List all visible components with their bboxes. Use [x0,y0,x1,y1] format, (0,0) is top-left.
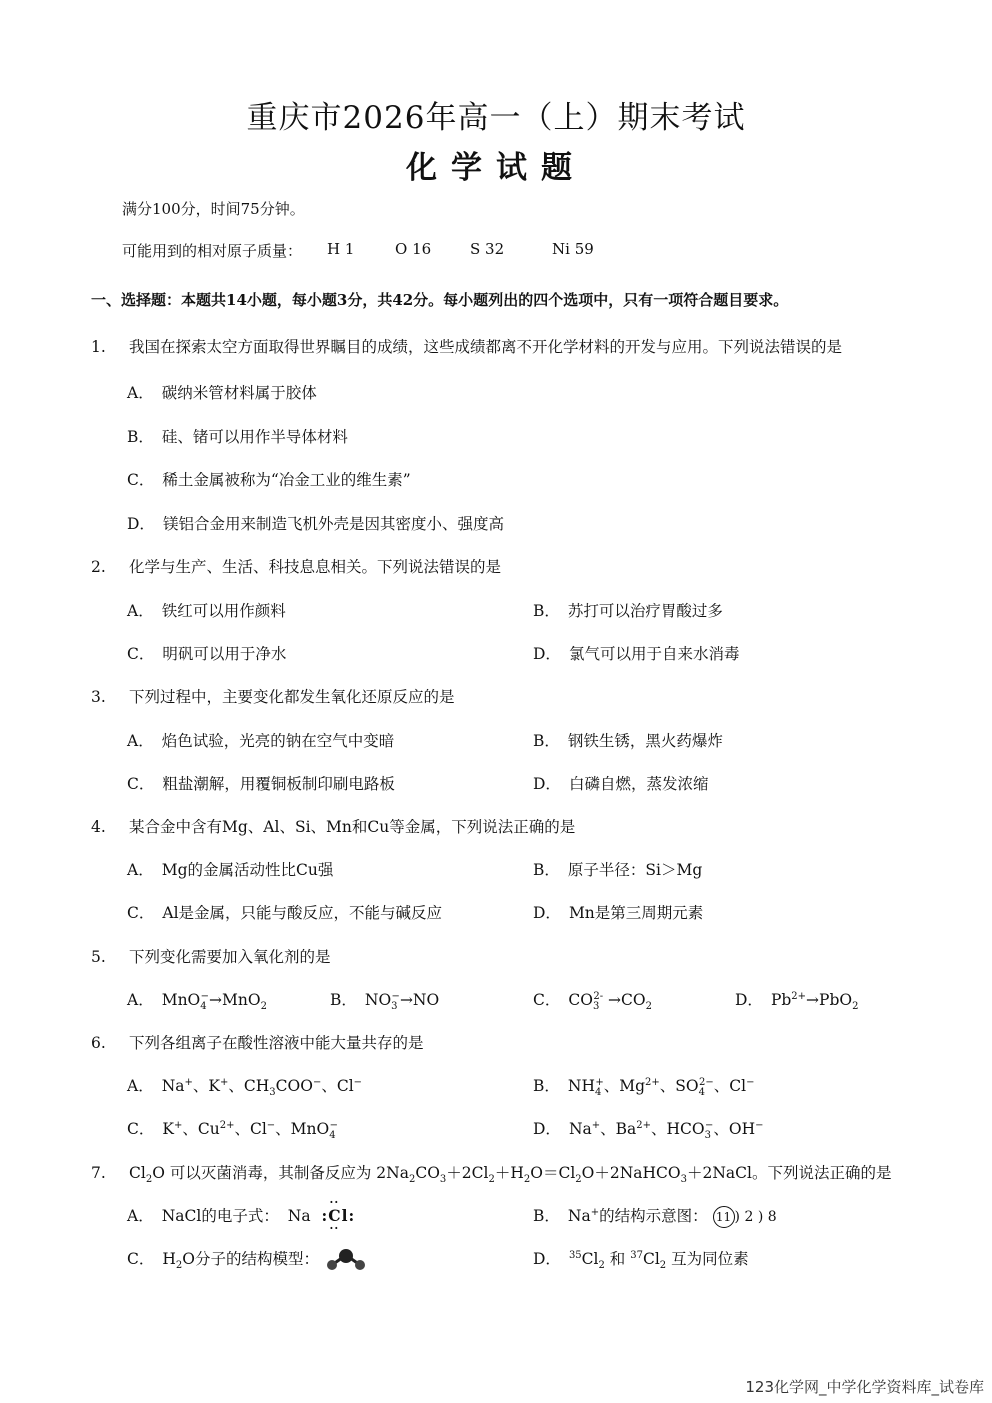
q5-option-c: C． $CO_3^{2-} \to CO_2$ [533,990,652,1013]
q3-option-d: D． 白磷自燃，蒸发浓缩 [533,775,709,793]
q3-option-c: C． 粗盐潮解，用覆铜板制印刷电路板 [127,775,395,793]
question-6: 6. 下列各组离子在酸性溶液中能大量共存的是 [91,1034,424,1052]
q1-option-d: D． 镁铝合金用来制造飞机外壳是因其密度小、强度高 [127,515,504,533]
question-7: 7. $Cl_2O$ 可以灭菌消毒，其制备反应为 $2Na_2CO_3+2Cl_2+H_2O=Cl_2O+2NaHCO_3+2NaCl$。下列说法正确的是 [91,1164,892,1186]
q1-option-b: B． 硅、锗可以用作半导体材料 [127,428,348,446]
water-molecule-model-icon [324,1249,368,1271]
q3-option-b: B． 钢铁生锈，黑火药爆炸 [533,732,723,750]
q2-option-c: C． 明矾可以用于净水 [127,645,287,663]
subject-title: 化学试题 [406,150,586,186]
q1-option-c: C． 稀土金属被称为“冶金工业的维生素” [127,471,411,489]
q2-option-d: D． 氯气可以用于自来水消毒 [533,645,740,663]
q3-option-a: A． 焰色试验，光亮的钠在空气中变暗 [127,732,395,750]
watermark: 123化学网_中学化学资料库_试卷库 [745,1378,984,1396]
q7-option-d: D． $^{35}Cl_2$ 和 $^{37}Cl_2$ 互为同位素 [533,1249,749,1272]
atomic-mass-label: 可能用到的相对原子质量： [122,242,303,260]
question-2: 2. 化学与生产、生活、科技息息相关。下列说法错误的是 [91,558,502,576]
question-stem: 我国在探索太空方面取得世界瞩目的成绩，这些成绩都离不开化学材料的开发与应用。下列说法错误的是 [129,338,843,356]
mass-ni: Ni 59 [552,240,594,258]
question-4: 4. 某合金中含有Mg、Al、Si、Mn和Cu等金属，下列说法正确的是 [91,818,576,836]
question-1 [91,335,842,357]
question-5: 5. 下列变化需要加入氧化剂的是 [91,948,331,966]
q5-option-d: D． $Pb^{2+}\to PbO_2$ [735,990,859,1013]
q4-option-c: C． Al是金属，只能与酸反应，不能与碱反应 [127,904,443,922]
q6-option-c: C． K+、$Cu^{2+}$、Cl−、MnO$_4$− [127,1119,338,1142]
q7-option-a: A． NaCl的电子式： Na :Cl: ·· ·· [127,1196,356,1235]
exam-title: 重庆市2026年高一（上）期末考试 [246,100,746,136]
q7-option-b: B． Na+的结构示意图： 11 ) 2 ) 8 [533,1204,777,1228]
mass-s: S 32 [470,240,505,258]
q4-option-b: B． 原子半径：Si＞Mg [533,861,703,879]
q7-option-c: C． $H_2O$分子的结构模型： [127,1247,368,1271]
q4-option-d: D． Mn是第三周期元素 [533,904,704,922]
section-heading: 一、选择题：本题共14小题，每小题3分，共42分。每小题列出的四个选项中，只有一项符合题目要求。 [91,291,789,309]
q1-option-a: A． 碳纳米管材料属于胶体 [127,384,317,402]
q6-option-d: D． Na+、$Ba^{2+}$、$HCO_3^-$、OH− [533,1119,764,1142]
electron-dot-formula: :Cl: ·· ·· [321,1196,356,1235]
mass-o: O 16 [395,240,432,258]
q6-option-a: A． Na+、K+、$CH_3COO^-$、Cl− [127,1076,363,1099]
q6-option-b: B． $NH_4^+$、$Mg^{2+}$、$SO_4^{2-}$、Cl− [533,1076,755,1099]
q5-option-b: B． $NO_3^-\to NO$ [330,990,440,1013]
q2-option-a: A． 铁红可以用作颜料 [127,602,286,620]
mass-h: H 1 [327,240,355,258]
q4-option-a: A． Mg的金属活动性比Cu强 [127,861,334,879]
question-number: 1. [91,338,106,356]
q5-option-a: A． MnO$_4$−→MnO$_2$ [127,990,267,1013]
full-marks-line: 满分100分，时间75分钟。 [122,200,305,218]
question-3: 3. 下列过程中，主要变化都发生氧化还原反应的是 [91,688,455,706]
nucleus-diagram-icon: 11 [713,1206,735,1228]
q2-option-b: B． 苏打可以治疗胃酸过多 [533,602,723,620]
